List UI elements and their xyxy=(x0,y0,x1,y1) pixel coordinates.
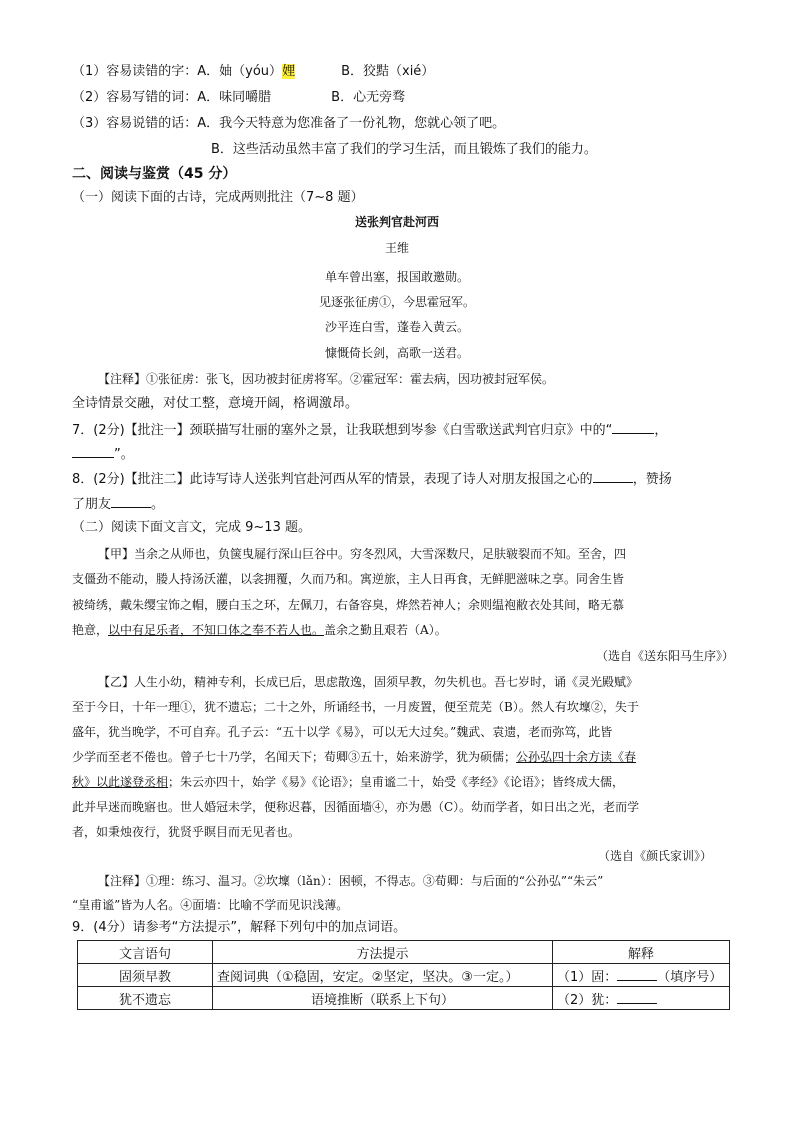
passage-yi-line: 至于今日，十年一理①，犹不遗忘；二十之外，所诵经书，一月废置，便至荒芜（B）。然人有坎壈②，失于 xyxy=(72,700,639,714)
question-8-text: 8．(2分)【批注二】此诗写诗人送张判官赴河西从军的情景，表现了诗人对朋友报国之心的 xyxy=(72,472,593,487)
item-2-line xyxy=(72,88,405,108)
answer-blank[interactable] xyxy=(617,967,657,981)
table-header-row xyxy=(78,941,730,964)
question-8 xyxy=(72,469,672,490)
passage-yi-note: “皇甫谧”皆为人名。④面墙：比喻不学而见识浅薄。 xyxy=(72,898,349,912)
question-8-text-c: 了朋友 xyxy=(72,497,112,512)
item-1-line xyxy=(72,62,434,82)
question-8-text-b: ，赞扬 xyxy=(632,472,672,487)
item-2-text: （2）容易写错的词：A．味同嚼腊 xyxy=(72,90,272,105)
passage-yi-line xyxy=(72,747,636,767)
poem-line: 沙平连白雪，蓬卷入黄云。 xyxy=(324,320,469,334)
table-header: 方法提示 xyxy=(213,941,553,964)
answer-label: （2）犹： xyxy=(557,992,618,1008)
passage-jia-source: （选自《送东阳马生序》） xyxy=(596,649,735,663)
question-7-end: ”。 xyxy=(114,447,134,462)
passage-yi-line: 【乙】人生小幼，精神专利，长成已后，思虑散逸，固须早教，勿失机也。吾七岁时，诵《灵光殿赋》 xyxy=(98,675,639,689)
passage-yi-line: 盛年，犹当晚学，不可自弃。孔子云：“五十以学《易》，可以无大过矣。”魏武、袁遗，老而弥笃，此皆 xyxy=(72,725,613,739)
item-1-text: （1）容易读错的字：A．妯（yóu） xyxy=(72,64,283,79)
answer-blank[interactable] xyxy=(72,444,114,458)
item-1-option-b: B．狡黠（xié） xyxy=(341,64,435,79)
section-heading: 二、阅读与鉴赏（45 分） xyxy=(72,166,237,182)
table-cell-answer xyxy=(553,964,730,987)
passage-yi-source: （选自《颜氏家训》） xyxy=(598,849,713,863)
poem-line: 单车曾出塞，报国敢邀勋。 xyxy=(324,270,469,284)
passage-yi-note: 【注释】①理：练习、温习。②坎壈（lǎn）：困顿，不得志。③荀卿：与后面的“公孙弘”“朱云” xyxy=(98,874,604,888)
poem-note: 【注释】①张征虏：张飞，因功被封征虏将军。②霍冠军：霍去病，因功被封冠军侯。 xyxy=(98,372,555,386)
answer-label: （1）固： xyxy=(557,969,618,985)
poem-line: 慷慨倚长剑，高歌一送君。 xyxy=(324,346,469,360)
part-2-instruction: （二）阅读下面文言文，完成 9~13 题。 xyxy=(72,520,311,535)
question-8-end: 。 xyxy=(151,497,165,512)
answer-blank[interactable] xyxy=(617,990,657,1004)
passage-yi-line: 此并早迷而晚寤也。世人婚冠未学，便称迟暮，因循面墙④，亦为愚（C）。幼而学者，如日出之光，老而学 xyxy=(72,800,640,814)
poem-author: 王维 xyxy=(384,241,409,255)
part-1-instruction: （一）阅读下面的古诗，完成两则批注（7~8 题） xyxy=(72,190,364,205)
passage-jia-line: 支僵劲不能动，媵人持汤沃灌，以衾拥覆，久而乃和。寓逆旅，主人日再食，无鲜肥滋味之享。同舍生皆 xyxy=(72,572,625,586)
question-7-cont xyxy=(72,444,134,465)
table-row xyxy=(78,987,730,1010)
passage-yi-text: 少学而至老不倦也。曾子七十乃学，名闻天下；荀卿③五十，始来游学，犹为硕儒； xyxy=(72,750,517,764)
passage-jia-text: 盖余之勤且艰若（A）。 xyxy=(324,623,447,637)
table-row xyxy=(78,964,730,987)
answer-blank[interactable] xyxy=(612,420,654,434)
passage-jia-text: 艳意， xyxy=(72,623,109,637)
question-7-text: 7．(2分)【批注一】颈联描写壮丽的塞外之景，让我联想到岑参《白雪歌送武判官归京》中的“ xyxy=(72,423,613,438)
passage-jia-line: 【甲】当余之从师也，负箧曳屣行深山巨谷中。穷冬烈风，大雪深数尺，足肤皲裂而不知。至舍，四 xyxy=(98,547,627,561)
poem-line: 见逐张征虏①，今思霍冠军。 xyxy=(318,295,475,309)
table-cell-answer xyxy=(553,987,730,1010)
passage-yi-line xyxy=(72,772,624,792)
table-cell-method: 语境推断（联系上下句） xyxy=(213,987,553,1010)
table-cell-phrase: 犹不遗忘 xyxy=(78,987,213,1010)
table-cell-phrase: 固须早教 xyxy=(78,964,213,987)
poem-title: 送张判官赴河西 xyxy=(354,215,439,229)
table-cell-method: 查阅词典（①稳固，安定。②坚定，坚决。③一定。） xyxy=(213,964,553,987)
item-3-line: （3）容易说错的话：A．我今天特意为您准备了一份礼物，您就心领了吧。 xyxy=(72,116,506,131)
underlined-sentence: 公孙弘四十余方读《春 xyxy=(516,750,637,764)
underlined-sentence: 秋》以此遂登丞相 xyxy=(72,775,169,789)
answer-blank[interactable] xyxy=(111,494,151,508)
question-9: 9．(4分）请参考“方法提示”，解释下列句中的加点词语。 xyxy=(72,920,407,935)
item-3-option-b: B．这些活动虽然丰富了我们的学习生活，而且锻炼了我们的能力。 xyxy=(211,142,597,157)
question-7 xyxy=(72,420,667,441)
table-header: 文言语句 xyxy=(78,941,213,964)
passage-yi-line: 者，如秉烛夜行，犹贤乎瞑目而无见者也。 xyxy=(72,825,301,839)
question-7-comma: ， xyxy=(654,423,668,438)
question-9-table xyxy=(77,940,730,1010)
answer-hint: （填序号） xyxy=(657,969,723,985)
poem-summary: 全诗情景交融，对仗工整，意境开阔，格调激昂。 xyxy=(72,396,359,411)
passage-yi-text: ；朱云亦四十，始学《易》《论语》；皇甫谧二十，始受《孝经》《论语》；皆终成大儒， xyxy=(168,775,625,789)
table-header: 解释 xyxy=(553,941,730,964)
passage-jia-line xyxy=(72,620,447,640)
passage-jia-line: 被绮绣，戴朱缨宝饰之帽，腰白玉之环，左佩刀，右备容臭，烨然若神人；余则缊袍敝衣处其间，略无慕 xyxy=(72,598,625,612)
highlighted-char: 娌 xyxy=(282,64,296,79)
answer-blank[interactable] xyxy=(593,469,633,483)
underlined-sentence: 以中有足乐者，不知口体之奉不若人也。 xyxy=(108,623,325,637)
item-2-option-b: B．心无旁骛 xyxy=(331,90,406,105)
question-8-cont xyxy=(72,494,164,515)
